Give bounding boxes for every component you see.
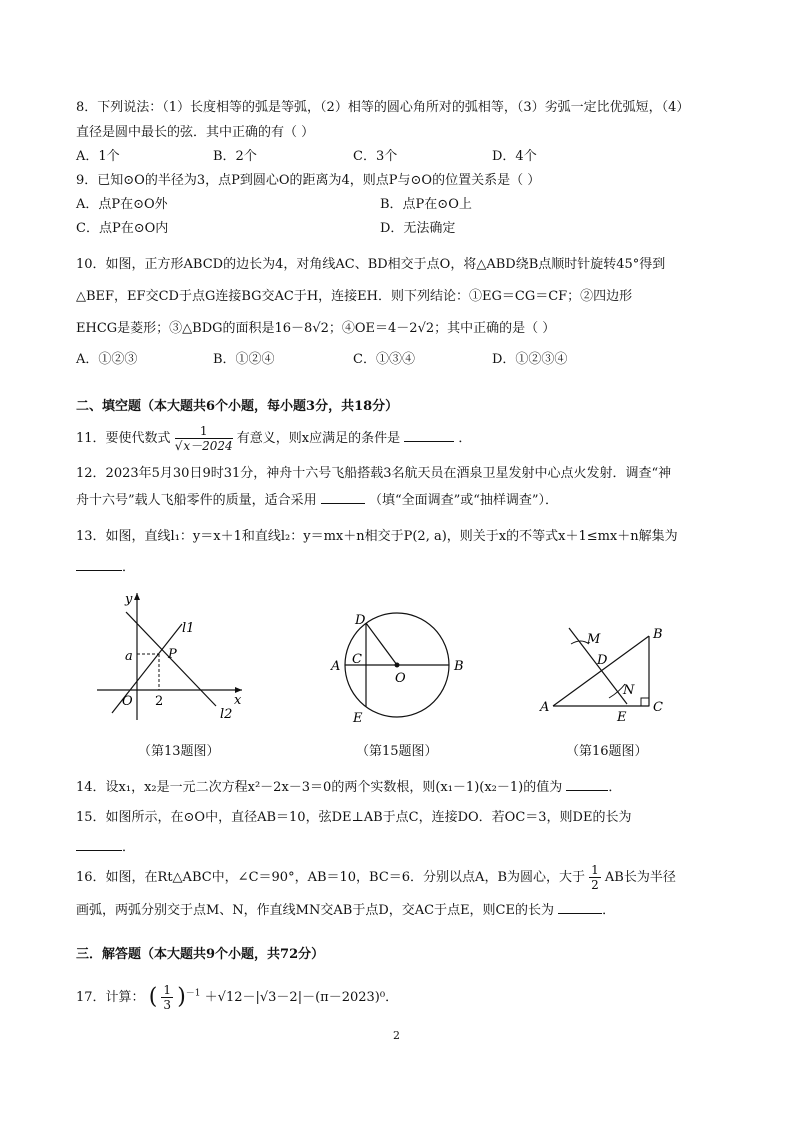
- figure-13: [92, 588, 252, 728]
- fig16-label-c: C: [653, 700, 663, 715]
- fig15-label-a: A: [331, 659, 341, 674]
- page-number: 2: [393, 1029, 400, 1042]
- fig16-label-d: D: [597, 653, 608, 668]
- figure-16: [535, 618, 675, 728]
- fig16-label-n: N: [623, 683, 635, 698]
- fig15-label-d: D: [355, 613, 366, 628]
- fig13-caption: （第13题图）: [138, 744, 220, 759]
- q15-line1: 15．如图所示，在⊙O中，直径AB＝10，弦DE⊥AB于点C，连接DO．若OC＝3，则DE的长为: [76, 810, 632, 825]
- q14-text: 14．设x₁，x₂是一元二次方程x²－2x－3＝0的两个实数根，则(x₁－1)(x₂－1)的值为: [76, 780, 563, 795]
- fig16-side-ab: [553, 636, 649, 706]
- fig16-label-a: A: [540, 700, 550, 715]
- fig15-segment-do: [366, 623, 397, 665]
- q10-option-c: C．①③④: [353, 352, 415, 367]
- q14-answer-blank[interactable]: [566, 778, 608, 791]
- q8-line2: 直径是圆中最长的弦．其中正确的有（ ）: [76, 125, 315, 140]
- q12-line2a: 舟十六号”载人飞船零件的质量，适合采用: [76, 493, 317, 508]
- q9-option-a: A．点P在⊙O外: [76, 197, 168, 212]
- q11-frac-den: √x－2024: [174, 439, 233, 453]
- q9-option-b: B．点P在⊙O上: [380, 197, 472, 212]
- q9-stem: 9．已知⊙O的半径为3，点P到圆心O的距离为4，则点P与⊙O的位置关系是（ ）: [76, 173, 541, 188]
- fig16-label-e: E: [617, 710, 627, 725]
- q9-option-c: C．点P在⊙O内: [76, 221, 169, 236]
- q12-line2b: （填“全面调查”或“抽样调查”）．: [368, 493, 559, 508]
- q8-line1: 8．下列说法：（1）长度相等的弧是等弧，（2）相等的圆心角所对的弧相等，（3）劣弧一定比优弧短，（4）: [76, 100, 690, 115]
- q17-line: [76, 983, 398, 1012]
- q16-line2-text: 画弧，两弧分别交于点M、N，作直线MN交AB于点D，交AC于点E，则CE的长为: [76, 903, 554, 918]
- q16-half-den: 2: [591, 878, 599, 892]
- q9-option-d: D．无法确定: [380, 221, 456, 236]
- q10-line1: 10．如图，正方形ABCD的边长为4，对角线AC、BD相交于点O，将△ABD绕B点顺时针旋转45°得到: [76, 257, 666, 272]
- q13-line2: [76, 558, 135, 574]
- q14-end: ．: [608, 780, 622, 795]
- fig16-caption: （第16题图）: [566, 744, 648, 759]
- q16-answer-blank[interactable]: [558, 901, 602, 914]
- q17-prefix: 17．计算：: [76, 990, 145, 1005]
- q15-end: ．: [122, 840, 136, 855]
- fig16-label-b: B: [653, 627, 663, 642]
- fig15-label-c: C: [352, 652, 362, 667]
- q16-end: ．: [602, 903, 616, 918]
- fig13-label-p: P: [168, 647, 177, 662]
- fig13-label-l1: l1: [182, 621, 195, 636]
- q12-answer-blank[interactable]: [321, 491, 365, 504]
- q13-end: ．: [122, 560, 136, 575]
- q8-option-a: A．1个: [76, 149, 120, 164]
- q16-line2: [76, 901, 615, 917]
- q10-option-d: D．①②③④: [492, 352, 568, 367]
- q13-line1: 13．如图，直线l₁：y＝x＋1和直线l₂：y＝mx＋n相交于P(2, a)，则关于x的不等式x＋1≤mx＋n解集为: [76, 529, 678, 544]
- q17-right-paren: ): [177, 984, 186, 1010]
- q15-answer-blank[interactable]: [76, 838, 122, 851]
- q16-line1a: 16．如图，在Rt△ABC中，∠C＝90°，AB＝10，BC＝6．分别以点A，B为圆心，大于: [76, 870, 585, 885]
- q11-end: ．: [458, 431, 472, 446]
- q10-line2: △BEF，EF交CD于点G连接BG交AC于H，连接EH．则下列结论：①EG＝CG＝CF；②四边形: [76, 289, 633, 304]
- q8-option-c: C．3个: [353, 149, 398, 164]
- fig13-y-arrow-icon: [134, 593, 140, 600]
- fig15-center-dot: [395, 663, 400, 668]
- q15-line2: [76, 838, 135, 854]
- fig13-label-y: y: [125, 592, 133, 607]
- fig13-label-2: 2: [155, 694, 164, 709]
- q11-answer-blank[interactable]: [404, 429, 454, 442]
- q8-option-b: B．2个: [213, 149, 257, 164]
- q10-option-a: A．①②③: [76, 352, 138, 367]
- q11-frac-radicand: x－2024: [183, 439, 233, 453]
- q11-frac-num: 1: [175, 424, 233, 439]
- section-3-title: 三．解答题（本大题共9个小题，共72分）: [76, 947, 325, 962]
- section-2-title: 二、填空题（本大题共6个小题，每小题3分，共18分）: [76, 399, 399, 414]
- fig15-label-e: E: [353, 711, 363, 726]
- fig13-label-l2: l2: [220, 707, 233, 722]
- q17-fraction: [161, 983, 173, 1012]
- q8-option-d: D．4个: [492, 149, 537, 164]
- fig15-label-o: O: [395, 671, 406, 686]
- q11-line: [76, 424, 471, 453]
- q11-prefix: 11．要使代数式: [76, 431, 171, 446]
- q17-exponent: －1: [185, 988, 201, 999]
- fig16-label-m: M: [587, 632, 601, 647]
- fig15-caption: （第15题图）: [356, 744, 438, 759]
- q12-line2: [76, 491, 558, 507]
- q13-answer-blank[interactable]: [76, 558, 122, 571]
- q17-frac-num: 1: [163, 983, 172, 997]
- q14-line: [76, 778, 621, 794]
- q17-rest: ＋√12－|√3－2|－(π－2023)⁰．: [204, 990, 399, 1005]
- q16-line1: [76, 863, 676, 892]
- q11-fraction: [175, 424, 233, 453]
- figure-15: [325, 600, 475, 730]
- q16-half-fraction: [589, 863, 601, 892]
- fig15-label-b: B: [454, 659, 464, 674]
- q10-line3: EHCG是菱形；③△BDG的面积是16－8√2；④OE＝4－2√2；其中正确的是（ ）: [76, 321, 556, 336]
- fig13-label-a: a: [125, 649, 133, 664]
- q11-suffix: 有意义，则x应满足的条件是: [236, 431, 401, 446]
- fig13-label-o: O: [122, 694, 133, 709]
- q17-frac-den: 3: [163, 998, 172, 1012]
- q17-left-paren: (: [148, 984, 158, 1010]
- fig16-right-angle-mark: [641, 698, 649, 706]
- q16-half-num: 1: [591, 863, 599, 877]
- q10-option-b: B．①②④: [213, 352, 275, 367]
- fig13-label-x: x: [234, 693, 242, 708]
- q12-line1: 12．2023年5月30日9时31分，神舟十六号飞船搭载3名航天员在酒泉卫星发射中心点火发射．调查“神: [76, 466, 672, 481]
- q16-line1b: AB长为半径: [604, 870, 676, 885]
